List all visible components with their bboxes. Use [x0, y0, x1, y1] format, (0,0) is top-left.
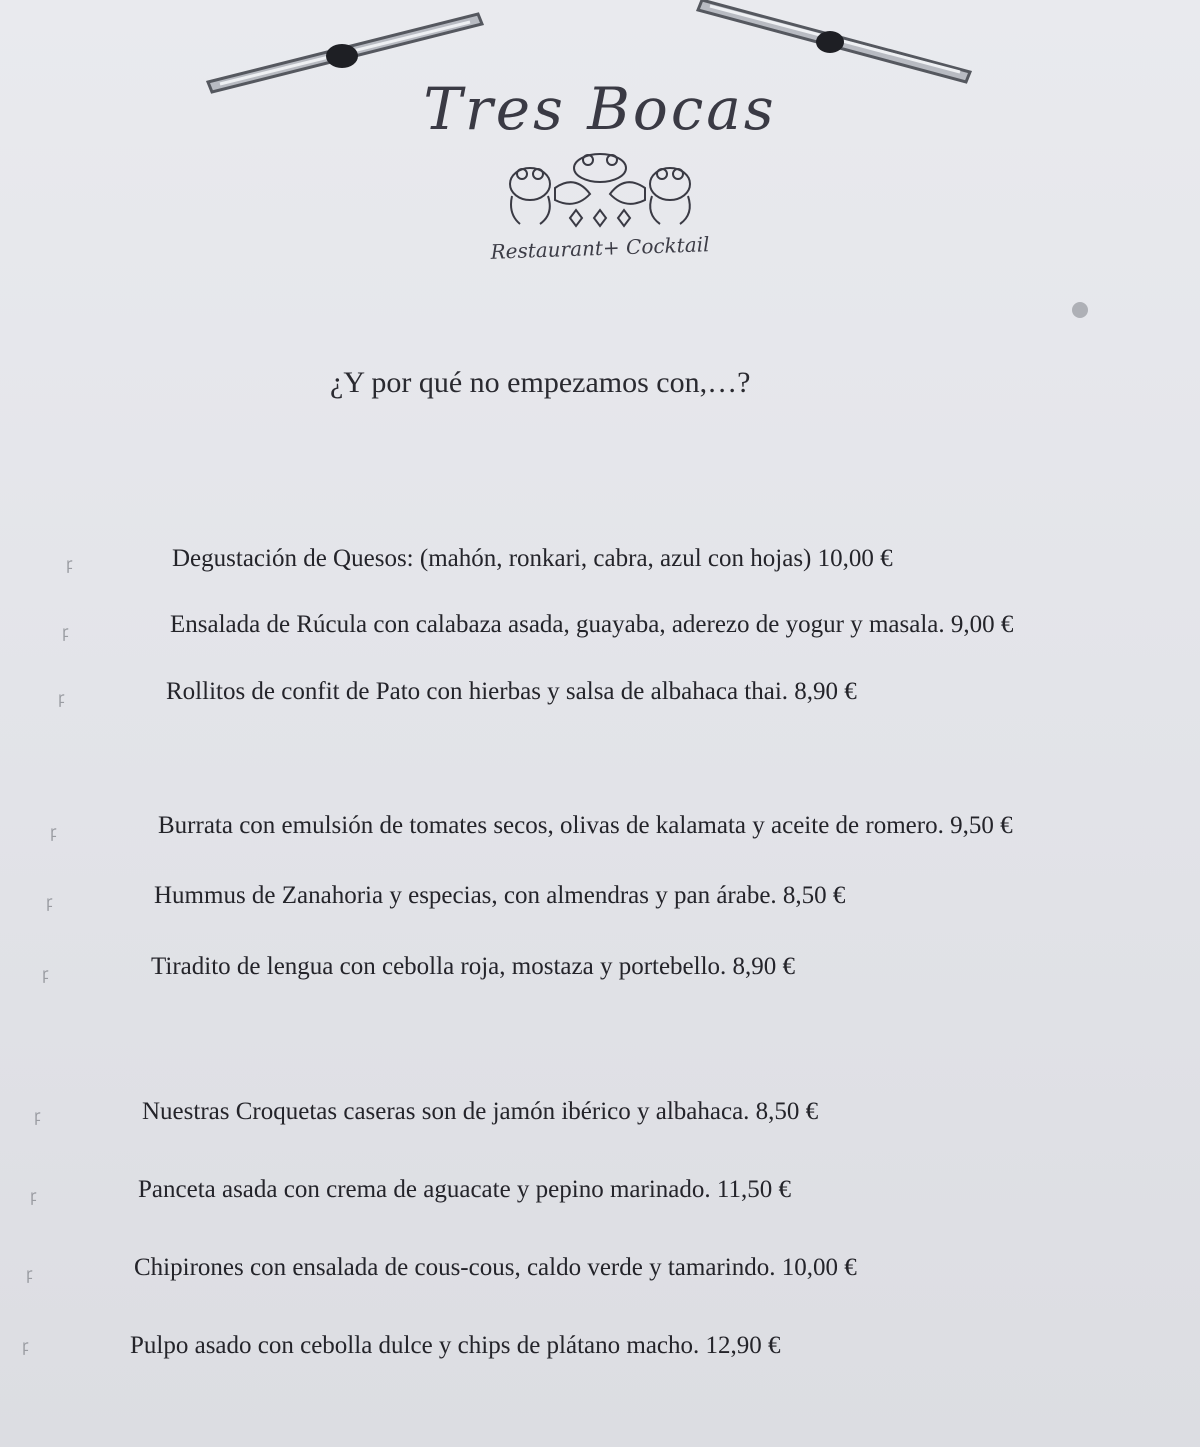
- bullet-icon: ꝼ: [34, 1106, 41, 1125]
- frogs-emblem-icon: [500, 144, 700, 234]
- bullet-icon: ꝼ: [58, 688, 65, 707]
- menu-item: Panceta asada con crema de aguacate y pepino marinado. 11,50 €: [138, 1176, 791, 1203]
- section-title: ¿Y por qué no empezamos con,…?: [330, 366, 751, 399]
- bullet-icon: ꝼ: [30, 1186, 37, 1205]
- bullet-icon: ꝼ: [26, 1264, 33, 1283]
- bullet-icon: ꝼ: [62, 622, 69, 641]
- bullet-icon: ꝼ: [42, 964, 49, 983]
- bullet-icon: ꝼ: [46, 892, 53, 911]
- restaurant-header: [380, 75, 820, 264]
- restaurant-logo-name: Tres Bocas: [423, 75, 777, 143]
- menu-item: Pulpo asado con cebolla dulce y chips de plátano macho. 12,90 €: [130, 1332, 781, 1359]
- paper-hole: [1072, 302, 1088, 318]
- menu-item: Tiradito de lengua con cebolla roja, mostaza y portebello. 8,90 €: [151, 953, 796, 980]
- bullet-icon: ꝼ: [66, 554, 73, 573]
- menu-item: Ensalada de Rúcula con calabaza asada, guayaba, aderezo de yogur y masala. 9,00 €: [170, 611, 1014, 638]
- menu-item: Nuestras Croquetas caseras son de jamón ibérico y albahaca. 8,50 €: [142, 1098, 819, 1125]
- menu-item: Hummus de Zanahoria y especias, con almendras y pan árabe. 8,50 €: [154, 882, 846, 909]
- restaurant-logo-subtitle: Restaurant+ Cocktail: [490, 232, 710, 264]
- bullet-icon: ꝼ: [50, 822, 57, 841]
- menu-item: Degustación de Quesos: (mahón, ronkari, cabra, azul con hojas) 10,00 €: [172, 545, 893, 572]
- bullet-icon: ꝼ: [22, 1336, 29, 1355]
- menu-item: Rollitos de confit de Pato con hierbas y salsa de albahaca thai. 8,90 €: [166, 678, 857, 705]
- menu-item: Chipirones con ensalada de cous-cous, caldo verde y tamarindo. 10,00 €: [134, 1254, 857, 1281]
- menu-item: Burrata con emulsión de tomates secos, olivas de kalamata y aceite de romero. 9,50 €: [158, 812, 1013, 839]
